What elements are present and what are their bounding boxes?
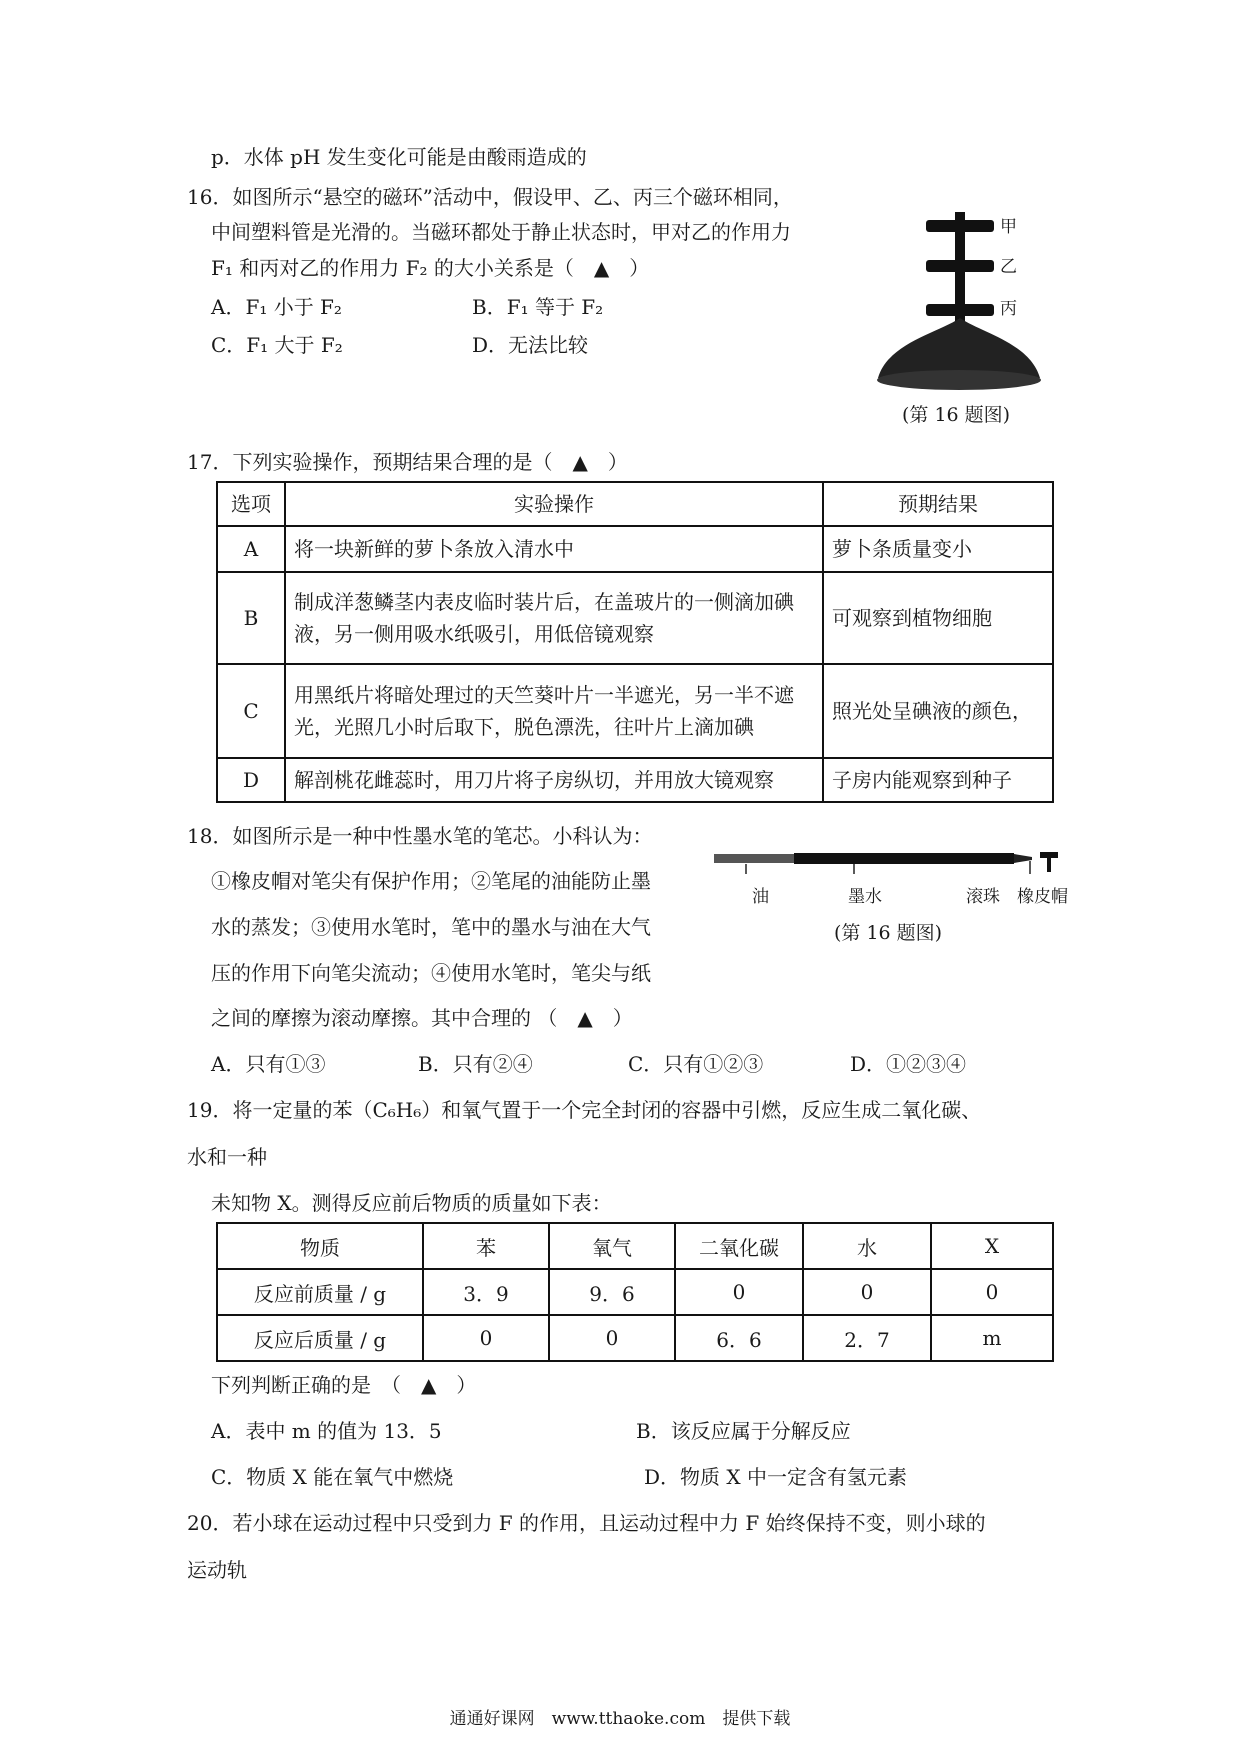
q19-judge: 下列判断正确的是 （ ▲ ） [211, 1373, 477, 1397]
q17-cell-option: C [217, 664, 285, 758]
q19-cell: 0 [931, 1269, 1053, 1315]
q17-cell-operation: 解剖桃花雌蕊时，用刀片将子房纵切，并用放大镜观察 [285, 758, 823, 802]
q18-option-a: A．只有①③ [211, 1052, 326, 1076]
q19-header-cell: 苯 [423, 1223, 549, 1269]
q17-cell-option: A [217, 526, 285, 572]
table-row [217, 526, 1053, 572]
q17-cell-operation: 将一块新鲜的萝卜条放入清水中 [285, 526, 823, 572]
q16-magnet-rings-figure [868, 208, 1058, 408]
q17-cell-result: 子房内能观察到种子 [823, 758, 1053, 802]
q19-cell: 0 [423, 1315, 549, 1361]
q18-stem-line2: ①橡皮帽对笔尖有保护作用；②笔尾的油能防止墨 [211, 869, 651, 893]
q18-label-ball: 滚珠 [966, 887, 1000, 907]
table-row [217, 572, 1053, 664]
q19-header-row [217, 1223, 1053, 1269]
q17-stem: 17．下列实验操作，预期结果合理的是（ ▲ ） [187, 450, 628, 474]
q19-cell: 反应后质量 / g [217, 1315, 423, 1361]
q20-stem-line1: 20．若小球在运动过程中只受到力 F 的作用，且运动过程中力 F 始终保持不变，则小球的 [187, 1511, 986, 1535]
q19-stem-line2: 水和一种 [187, 1145, 267, 1169]
q19-header-cell: 水 [803, 1223, 931, 1269]
q19-stem-line3: 未知物 X。测得反应前后物质的质量如下表： [211, 1191, 612, 1215]
q17-cell-result: 萝卜条质量变小 [823, 526, 1053, 572]
q16-option-c: C．F₁ 大于 F₂ [211, 333, 343, 357]
q19-option-a: A．表中 m 的值为 13．5 [211, 1419, 442, 1443]
q18-label-cap: 橡皮帽 [1017, 887, 1068, 907]
table-row [217, 1315, 1053, 1361]
q16-label-jia: 甲 [1000, 217, 1017, 237]
q19-header-cell: 氧气 [549, 1223, 675, 1269]
q17-cell-option: B [217, 572, 285, 664]
q18-stem-line1: 18．如图所示是一种中性墨水笔的笔芯。小科认为： [187, 824, 653, 848]
q18-stem-line4: 压的作用下向笔尖流动；④使用水笔时，笔尖与纸 [211, 961, 651, 985]
q18-figure-caption: (第 16 题图) [834, 922, 943, 944]
q18-option-c: C．只有①②③ [628, 1052, 764, 1076]
q19-cell: 9．6 [549, 1269, 675, 1315]
q17-cell-result: 照光处呈碘液的颜色， [823, 664, 1053, 758]
q19-option-c: C．物质 X 能在氧气中燃烧 [211, 1465, 454, 1489]
q16-option-b: B．F₁ 等于 F₂ [472, 295, 604, 319]
q16-stem-line2: 中间塑料管是光滑的。当磁环都处于静止状态时，甲对乙的作用力 [211, 220, 791, 244]
q17-header-row [217, 482, 1053, 526]
page-footer: 通通好课网 www.tthaoke.com 提供下载 [449, 1709, 791, 1729]
q19-cell: 反应前质量 / g [217, 1269, 423, 1315]
table-row [217, 758, 1053, 802]
q16-stem-line3: F₁ 和丙对乙的作用力 F₂ 的大小关系是（ ▲ ） [211, 256, 650, 280]
q18-option-b: B．只有②④ [418, 1052, 533, 1076]
q19-cell: 2．7 [803, 1315, 931, 1361]
q19-cell: 3．9 [423, 1269, 549, 1315]
q17-header-operation: 实验操作 [285, 482, 823, 526]
q16-label-bing: 丙 [1000, 299, 1017, 319]
q19-table [216, 1222, 1054, 1362]
q16-option-d: D．无法比较 [472, 333, 589, 357]
q16-stem-line1: 16．如图所示“悬空的磁环”活动中，假设甲、乙、丙三个磁环相同， [187, 185, 793, 209]
q19-cell: m [931, 1315, 1053, 1361]
q20-stem-line2: 运动轨 [187, 1558, 247, 1582]
q18-label-ink: 墨水 [848, 887, 882, 907]
q17-cell-operation: 制成洋葱鳞茎内表皮临时装片后，在盖玻片的一侧滴加碘液，另一侧用吸水纸吸引，用低倍镜观察 [285, 572, 823, 664]
q17-header-result: 预期结果 [823, 482, 1053, 526]
q19-header-cell: 物质 [217, 1223, 423, 1269]
q19-option-b: B．该反应属于分解反应 [636, 1419, 851, 1443]
q16-option-a: A．F₁ 小于 F₂ [211, 295, 342, 319]
q17-header-option: 选项 [217, 482, 285, 526]
q15-option-p: p．水体 pH 发生变化可能是由酸雨造成的 [211, 145, 587, 169]
q16-figure-caption: (第 16 题图) [902, 404, 1011, 426]
q18-label-oil: 油 [752, 887, 769, 907]
q19-stem-line1: 19．将一定量的苯（C₆H₆）和氧气置于一个完全封闭的容器中引燃，反应生成二氧化碳、 [187, 1098, 982, 1122]
q17-table [216, 481, 1054, 803]
q19-cell: 0 [549, 1315, 675, 1361]
q19-option-d: D．物质 X 中一定含有氢元素 [644, 1465, 907, 1489]
q19-cell: 6．6 [675, 1315, 803, 1361]
q16-label-yi: 乙 [1000, 257, 1017, 277]
q19-cell: 0 [803, 1269, 931, 1315]
q19-header-cell: X [931, 1223, 1053, 1269]
q19-cell: 0 [675, 1269, 803, 1315]
table-row [217, 664, 1053, 758]
q18-stem-line5: 之间的摩擦为滚动摩擦。其中合理的 （ ▲ ） [211, 1006, 633, 1030]
q17-cell-result: 可观察到植物细胞 [823, 572, 1053, 664]
q18-stem-line3: 水的蒸发；③使用水笔时，笔中的墨水与油在大气 [211, 915, 651, 939]
q17-cell-option: D [217, 758, 285, 802]
q19-header-cell: 二氧化碳 [675, 1223, 803, 1269]
table-row [217, 1269, 1053, 1315]
q17-cell-operation: 用黑纸片将暗处理过的天竺葵叶片一半遮光，另一半不遮光，光照几小时后取下，脱色漂洗，往叶片上滴加碘 [285, 664, 823, 758]
q18-option-d: D．①②③④ [850, 1052, 967, 1076]
